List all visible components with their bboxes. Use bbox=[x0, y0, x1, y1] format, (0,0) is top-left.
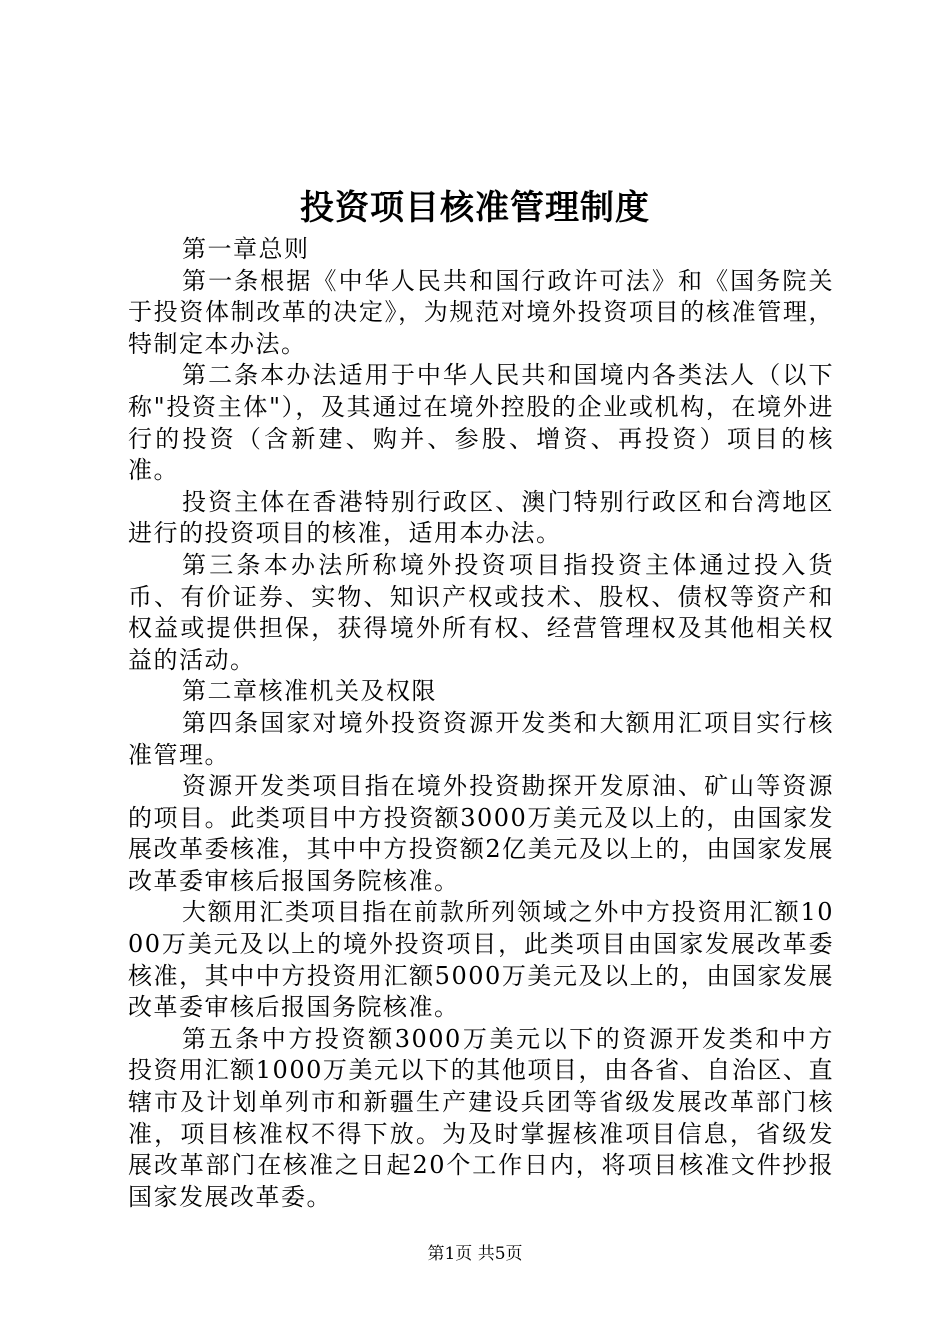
document-title: 投资项目核准管理制度 bbox=[300, 188, 650, 228]
page-number-footer: 第1页 共5页 bbox=[427, 1244, 523, 1264]
paragraph-article-1: 第一条根据《中华人民共和国行政许可法》和《国务院关于投资体制改革的决定》，为规范对境外投资项目的核准管理，特制定本办法。 bbox=[128, 266, 834, 358]
paragraph-article-3: 第三条本办法所称境外投资项目指投资主体通过投入货币、有价证券、实物、知识产权或技术、股权、债权等资产和权益或提供担保，获得境外所有权、经营管理权及其他相关权益的活动。 bbox=[128, 550, 834, 674]
chapter-heading: 第一章总则 bbox=[182, 235, 310, 263]
paragraph-article-4: 第四条国家对境外投资资源开发类和大额用汇项目实行核准管理。 bbox=[128, 708, 834, 769]
paragraph-article-2: 第二条本办法适用于中华人民共和国境内各类法人（以下称"投资主体"），及其通过在境外控股的企业或机构，在境外进行的投资（含新建、购并、参股、增资、再投资）项目的核准。 bbox=[128, 361, 834, 485]
paragraph-hk-macau-taiwan: 投资主体在香港特别行政区、澳门特别行政区和台湾地区进行的投资项目的核准，适用本办法。 bbox=[128, 487, 834, 548]
paragraph-large-forex-projects: 大额用汇类项目指在前款所列领域之外中方投资用汇额1000万美元及以上的境外投资项目，此类项目由国家发展改革委核准，其中中方投资用汇额5000万美元及以上的，由国家发展改革委审核后报国务院核准。 bbox=[128, 898, 834, 1022]
chapter-heading: 第二章核准机关及权限 bbox=[182, 677, 437, 706]
document-body bbox=[128, 234, 834, 1213]
paragraph-article-5: 第五条中方投资额3000万美元以下的资源开发类和中方投资用汇额1000万美元以下的其他项目，由各省、自治区、直辖市及计划单列市和新疆生产建设兵团等省级发展改革部门核准，项目核准权不得下放。为及时掌握核准项目信息，省级发展改革部门在核准之日起20个工作日内，将项目核准文件抄报国家发展改革委。 bbox=[128, 1024, 834, 1211]
paragraph-resource-projects: 资源开发类项目指在境外投资勘探开发原油、矿山等资源的项目。此类项目中方投资额3000万美元及以上的，由国家发展改革委核准，其中中方投资额2亿美元及以上的，由国家发展改革委审核后报国务院核准。 bbox=[128, 772, 834, 895]
